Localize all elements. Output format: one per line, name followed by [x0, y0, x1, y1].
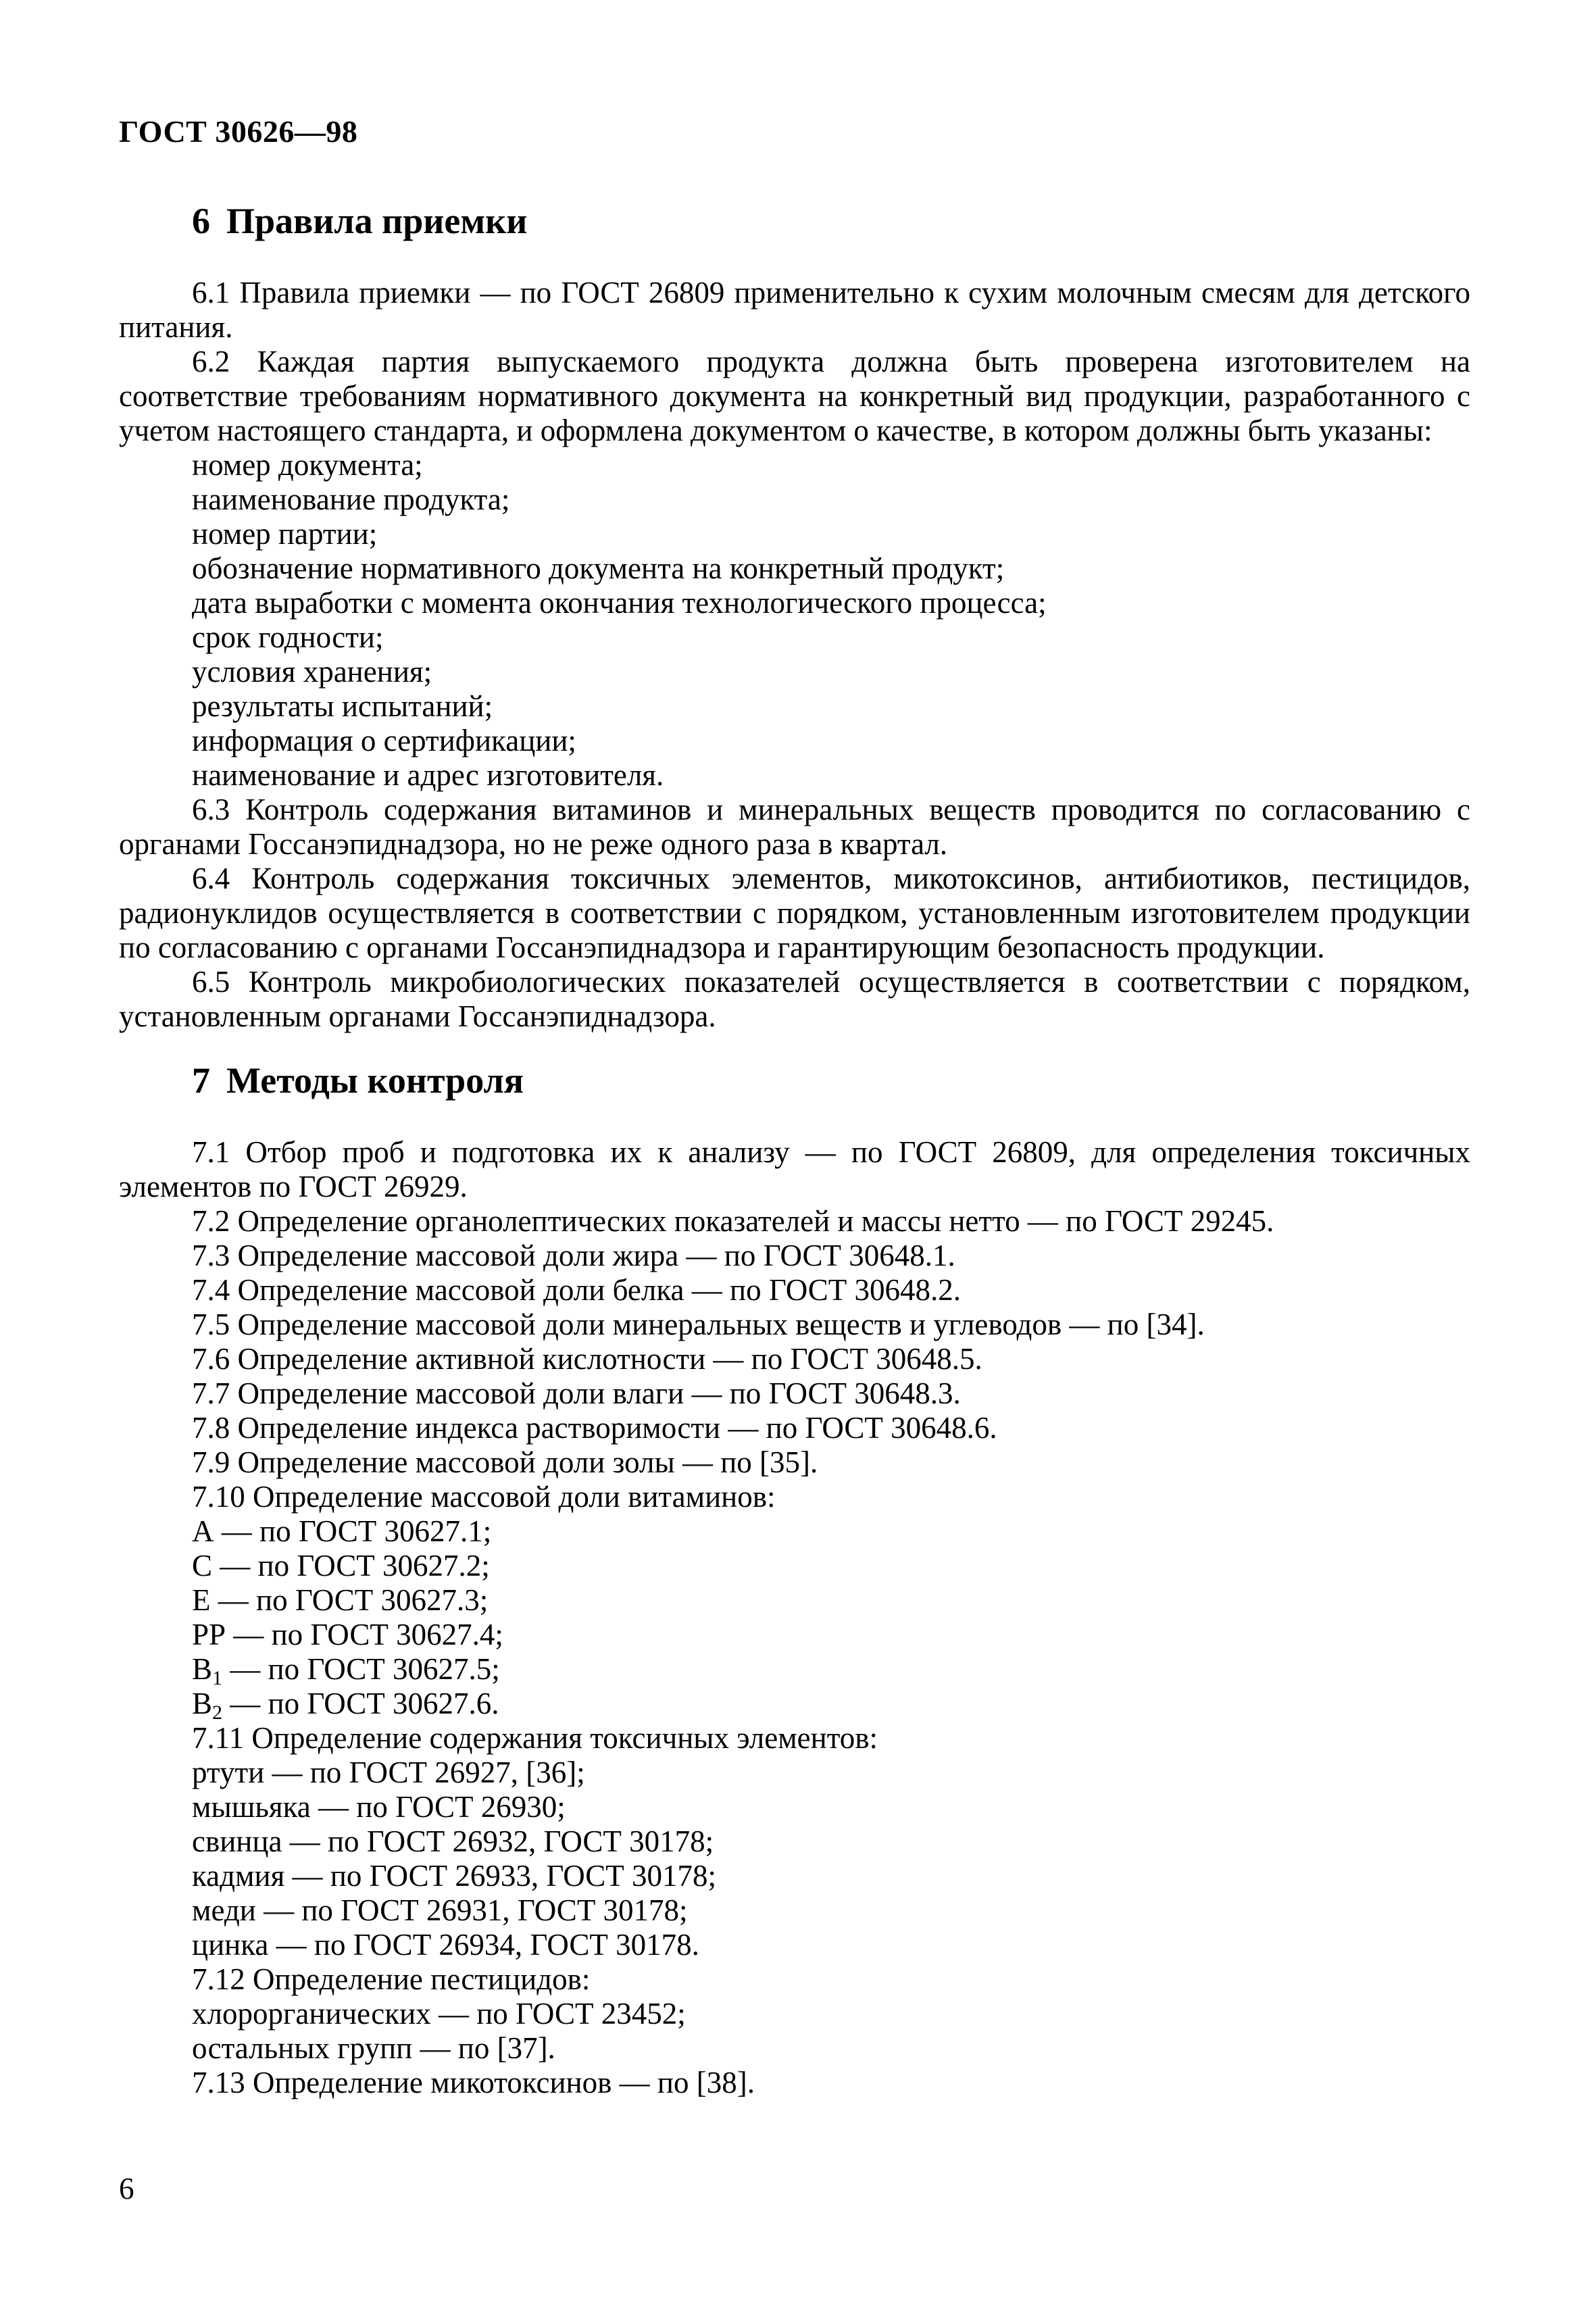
- toxic-element-item: меди — по ГОСТ 26931, ГОСТ 30178;: [192, 1893, 688, 1927]
- paragraph-6-5: 6.5 Контроль микробиологических показателей осуществляется в соответствии с порядком, установленным органами Госсанэпиднадзора.: [119, 965, 1470, 1033]
- paragraph-7-12: 7.12 Определение пестицидов:: [192, 1962, 591, 1996]
- pesticide-item: остальных групп — по [37].: [192, 2031, 555, 2065]
- vitamin-item: [119, 1618, 1470, 1652]
- paragraph-7-8: 7.8 Определение индекса растворимости — по ГОСТ 30648.6.: [192, 1411, 997, 1445]
- vitamin-ref: — по ГОСТ 30627.3;: [210, 1583, 489, 1617]
- toxic-element-item: мышьяка — по ГОСТ 26930;: [192, 1790, 566, 1824]
- section-number: 6: [192, 201, 210, 241]
- paragraph-7-9: 7.9 Определение массовой доли золы — по [35].: [192, 1445, 818, 1479]
- vitamin-subscript: 1: [212, 1667, 223, 1689]
- list-item: дата выработки с момента окончания технологического процесса;: [192, 586, 1047, 620]
- vitamin-item: [119, 1687, 1470, 1724]
- list-item: обозначение нормативного документа на конкретный продукт;: [192, 551, 1005, 585]
- paragraph-7-13: 7.13 Определение микотоксинов — по [38].: [192, 2066, 755, 2099]
- list-item: номер документа;: [192, 448, 423, 482]
- paragraph-7-3: 7.3 Определение массовой доли жира — по ГОСТ 30648.1.: [192, 1239, 955, 1272]
- vitamin-subscript: 2: [212, 1701, 223, 1724]
- section-6-body: [119, 276, 1470, 1034]
- section-7-body: [119, 1135, 1470, 2100]
- vitamin-ref: — по ГОСТ 30627.5;: [222, 1652, 500, 1686]
- paragraph-6-4: 6.4 Контроль содержания токсичных элементов, микотоксинов, антибиотиков, пестицидов, радионуклидов осуществляется в соответствии с порядком, установленным изготовителем продукции по согласованию с органами Госсанэпиднадзора и гарантирующим безопасность продукции.: [119, 862, 1470, 964]
- vitamin-item: [119, 1514, 1470, 1549]
- vitamin-name: В: [192, 1652, 213, 1686]
- list-item: информация о сертификации;: [192, 724, 576, 757]
- paragraph-7-5: 7.5 Определение массовой доли минеральных веществ и углеводов — по [34].: [192, 1308, 1205, 1341]
- vitamin-item: [119, 1583, 1470, 1618]
- vitamin-name: РР: [192, 1618, 226, 1651]
- section-heading: Методы контроля: [226, 1060, 524, 1101]
- toxic-element-item: цинка — по ГОСТ 26934, ГОСТ 30178.: [192, 1928, 699, 1962]
- list-item: наименование и адрес изготовителя.: [192, 758, 664, 792]
- vitamin-item: [119, 1652, 1470, 1687]
- vitamin-name: В: [192, 1687, 213, 1720]
- vitamin-ref: — по ГОСТ 30627.4;: [226, 1618, 503, 1651]
- paragraph-7-11: 7.11 Определение содержания токсичных элементов:: [192, 1721, 878, 1755]
- paragraph-6-1: 6.1 Правила приемки — по ГОСТ 26809 применительно к сухим молочным смесям для детского питания.: [119, 276, 1470, 344]
- vitamin-name: Е: [192, 1583, 211, 1617]
- paragraph-6-2: 6.2 Каждая партия выпускаемого продукта должна быть проверена изготовителем на соответствие требованиям нормативного документа на конкретный вид продукции, разработанного с учетом настоящего стандарта, и оформлена документом о качестве, в котором должны быть указаны:: [119, 345, 1470, 447]
- paragraph-7-6: 7.6 Определение активной кислотности — по ГОСТ 30648.5.: [192, 1342, 982, 1376]
- paragraph-6-3: 6.3 Контроль содержания витаминов и минеральных веществ проводится по согласованию с органами Госсанэпиднадзора, но не реже одного раза в квартал.: [119, 793, 1470, 861]
- list-item: срок годности;: [192, 620, 384, 654]
- section-heading: Правила приемки: [226, 201, 528, 241]
- paragraph-7-1: 7.1 Отбор проб и подготовка их к анализу — по ГОСТ 26809, для определения токсичных элементов по ГОСТ 26929.: [119, 1135, 1470, 1203]
- vitamin-name: С: [192, 1549, 213, 1583]
- toxic-element-item: свинца — по ГОСТ 26932, ГОСТ 30178;: [192, 1824, 714, 1858]
- vitamin-item: [119, 1549, 1470, 1583]
- section-number: 7: [192, 1060, 210, 1101]
- page-number: 6: [119, 2172, 134, 2206]
- list-item: условия хранения;: [192, 655, 432, 689]
- vitamin-ref: — по ГОСТ 30627.6.: [222, 1687, 499, 1720]
- paragraph-7-10: 7.10 Определение массовой доли витаминов:: [192, 1480, 776, 1514]
- pesticide-item: хлорорганических — по ГОСТ 23452;: [192, 1997, 686, 2031]
- paragraph-7-2: 7.2 Определение органолептических показателей и массы нетто — по ГОСТ 29245.: [192, 1204, 1274, 1238]
- section-7-title: [192, 1060, 524, 1101]
- document-header: ГОСТ 30626—98: [119, 114, 358, 149]
- vitamin-ref: — по ГОСТ 30627.1;: [214, 1514, 492, 1548]
- section-6-title: [192, 200, 527, 242]
- vitamin-name: А: [192, 1514, 214, 1548]
- list-item: результаты испытаний;: [192, 689, 493, 723]
- toxic-element-item: ртути — по ГОСТ 26927, [36];: [192, 1756, 585, 1789]
- paragraph-7-4: 7.4 Определение массовой доли белка — по ГОСТ 30648.2.: [192, 1273, 962, 1307]
- list-item: номер партии;: [192, 517, 378, 551]
- list-item: наименование продукта;: [192, 482, 510, 516]
- paragraph-7-7: 7.7 Определение массовой доли влаги — по ГОСТ 30648.3.: [192, 1376, 961, 1410]
- vitamin-ref: — по ГОСТ 30627.2;: [212, 1549, 490, 1583]
- toxic-element-item: кадмия — по ГОСТ 26933, ГОСТ 30178;: [192, 1859, 717, 1893]
